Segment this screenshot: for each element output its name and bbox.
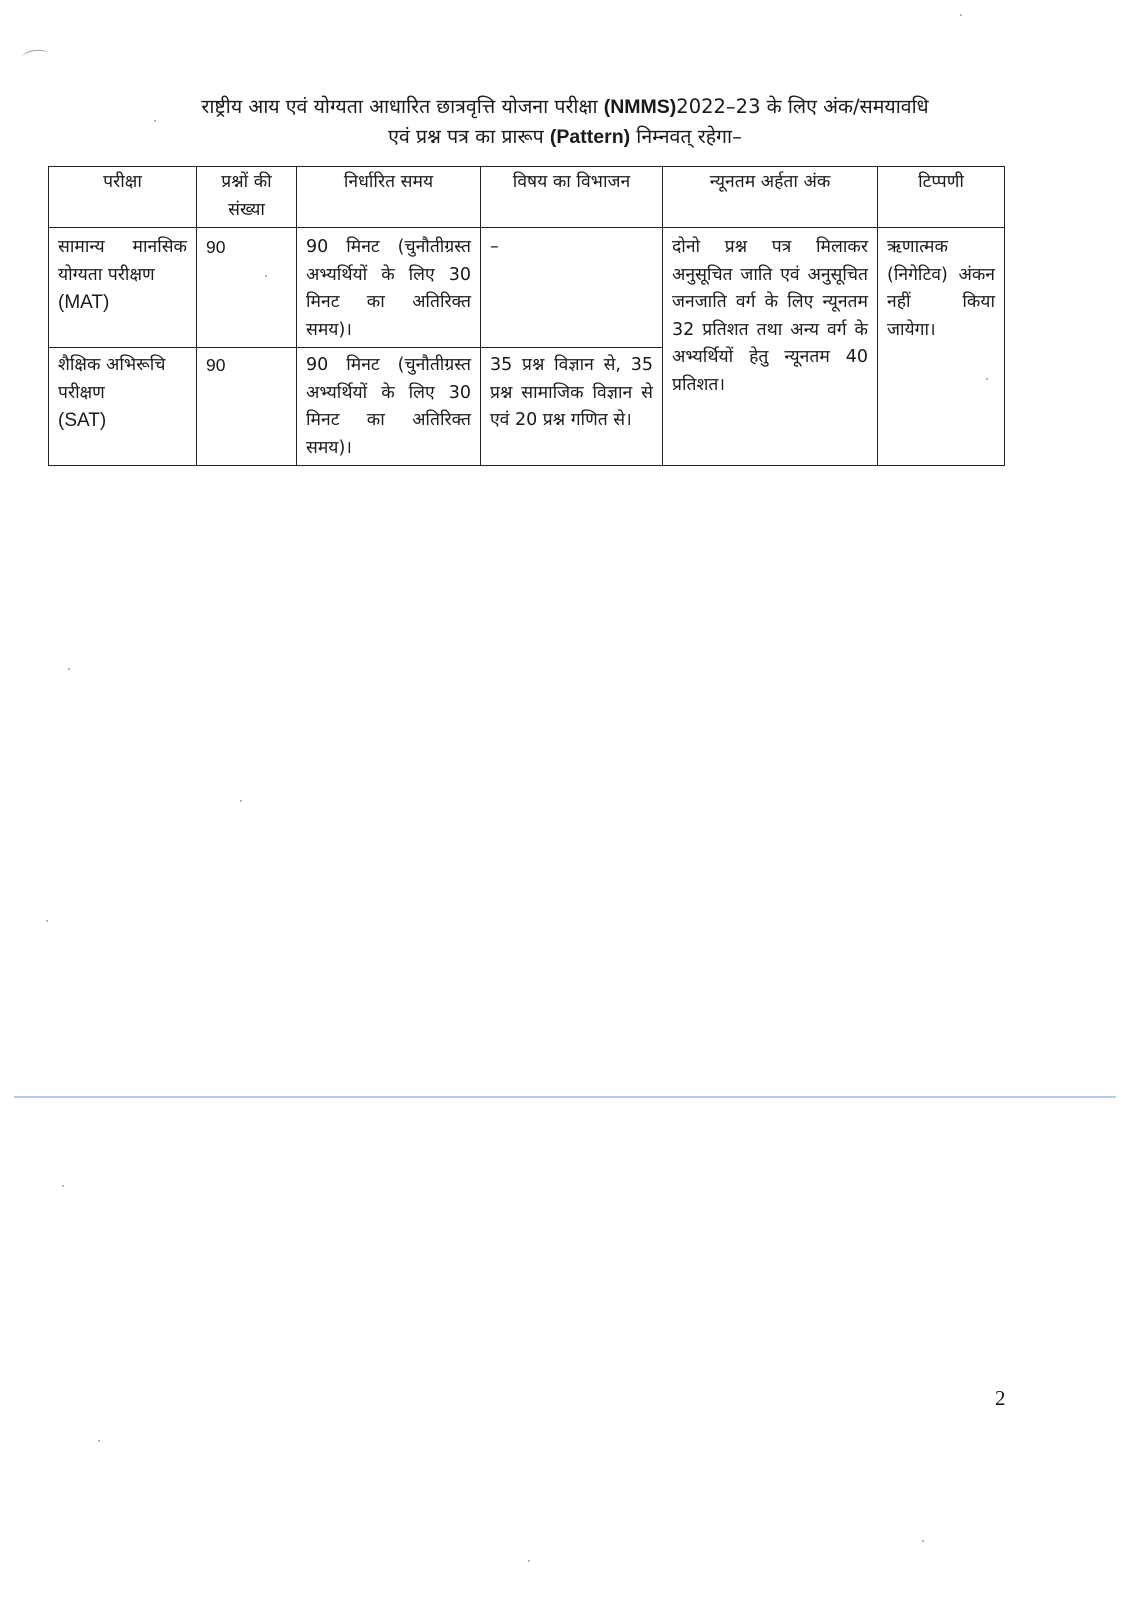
heading-line-2-suffix: निम्नवत् रहेगा– (630, 125, 742, 148)
header-time: निर्धारित समय (297, 167, 481, 228)
scan-speck (98, 1440, 100, 1442)
header-min-marks: न्यूनतम अर्हता अंक (663, 167, 878, 228)
scan-speck (922, 1540, 924, 1542)
scan-speck (528, 1560, 530, 1562)
scan-speck (46, 920, 48, 922)
scan-mark (21, 48, 48, 63)
heading-pattern: (Pattern) (549, 126, 631, 148)
header-exam: परीक्षा (49, 167, 197, 228)
header-subject-division: विषय का विभाजन (481, 167, 663, 228)
min-marks-cell: दोनो प्रश्न पत्र मिलाकर अनुसूचित जाति एवं अनुसूचित जनजाति वर्ग के लिए न्यूनतम 32 प्रतिशत तथा अन्य वर्ग के अभ्यर्थियों हेतु न्यूनतम 40 प्रतिशत। (663, 228, 878, 466)
scan-speck (154, 120, 156, 122)
heading-nmms: (NMMS) (603, 96, 677, 118)
subjects-cell: – (481, 228, 663, 348)
page-divider (14, 1096, 1116, 1098)
scan-speck (68, 668, 70, 670)
question-count-cell: 90 (197, 228, 297, 348)
exam-cell (49, 228, 197, 348)
scan-speck (265, 275, 267, 277)
header-remarks: टिप्पणी (878, 167, 1005, 228)
heading-line-2 (60, 122, 1070, 152)
question-count-cell: 90 (197, 348, 297, 466)
scan-speck (62, 1185, 64, 1187)
exam-name: शैक्षिक अभिरूचि परीक्षण (58, 355, 166, 403)
exam-cell (49, 348, 197, 466)
heading-line-1 (60, 92, 1070, 122)
exam-code: (SAT) (58, 410, 107, 431)
time-cell: 90 मिनट (चुनौतीग्रस्त अभ्यर्थियों के लिए 30 मिनट का अतिरिक्त समय)। (297, 348, 481, 466)
remarks-cell: ऋणात्मक (निगेटिव) अंकन नहीं किया जायेगा। (878, 228, 1005, 466)
header-question-count: प्रश्नों की संख्या (197, 167, 297, 228)
page-number: 2 (995, 1386, 1006, 1410)
scan-speck (986, 378, 988, 380)
heading-line-2-text: एवं प्रश्न पत्र का प्रारूप (388, 125, 550, 148)
exam-pattern-table (48, 166, 1005, 466)
heading-line-1-suffix: 2022–23 के लिए अंक/समयावधि (676, 95, 929, 118)
subjects-cell: 35 प्रश्न विज्ञान से, 35 प्रश्न सामाजिक विज्ञान से एवं 20 प्रश्न गणित से। (481, 348, 663, 466)
exam-name: सामान्य मानसिक योग्यता परीक्षण (58, 237, 187, 285)
exam-code: (MAT) (58, 292, 110, 313)
heading-line-1-text: राष्ट्रीय आय एवं योग्यता आधारित छात्रवृत्ति योजना परीक्षा (201, 95, 604, 118)
document-heading (60, 92, 1070, 152)
scan-speck (240, 800, 242, 802)
table-row (49, 228, 1005, 348)
time-cell: 90 मिनट (चुनौतीग्रस्त अभ्यर्थियों के लिए 30 मिनट का अतिरिक्त समय)। (297, 228, 481, 348)
scan-speck (960, 14, 962, 16)
table-header-row (49, 167, 1005, 228)
